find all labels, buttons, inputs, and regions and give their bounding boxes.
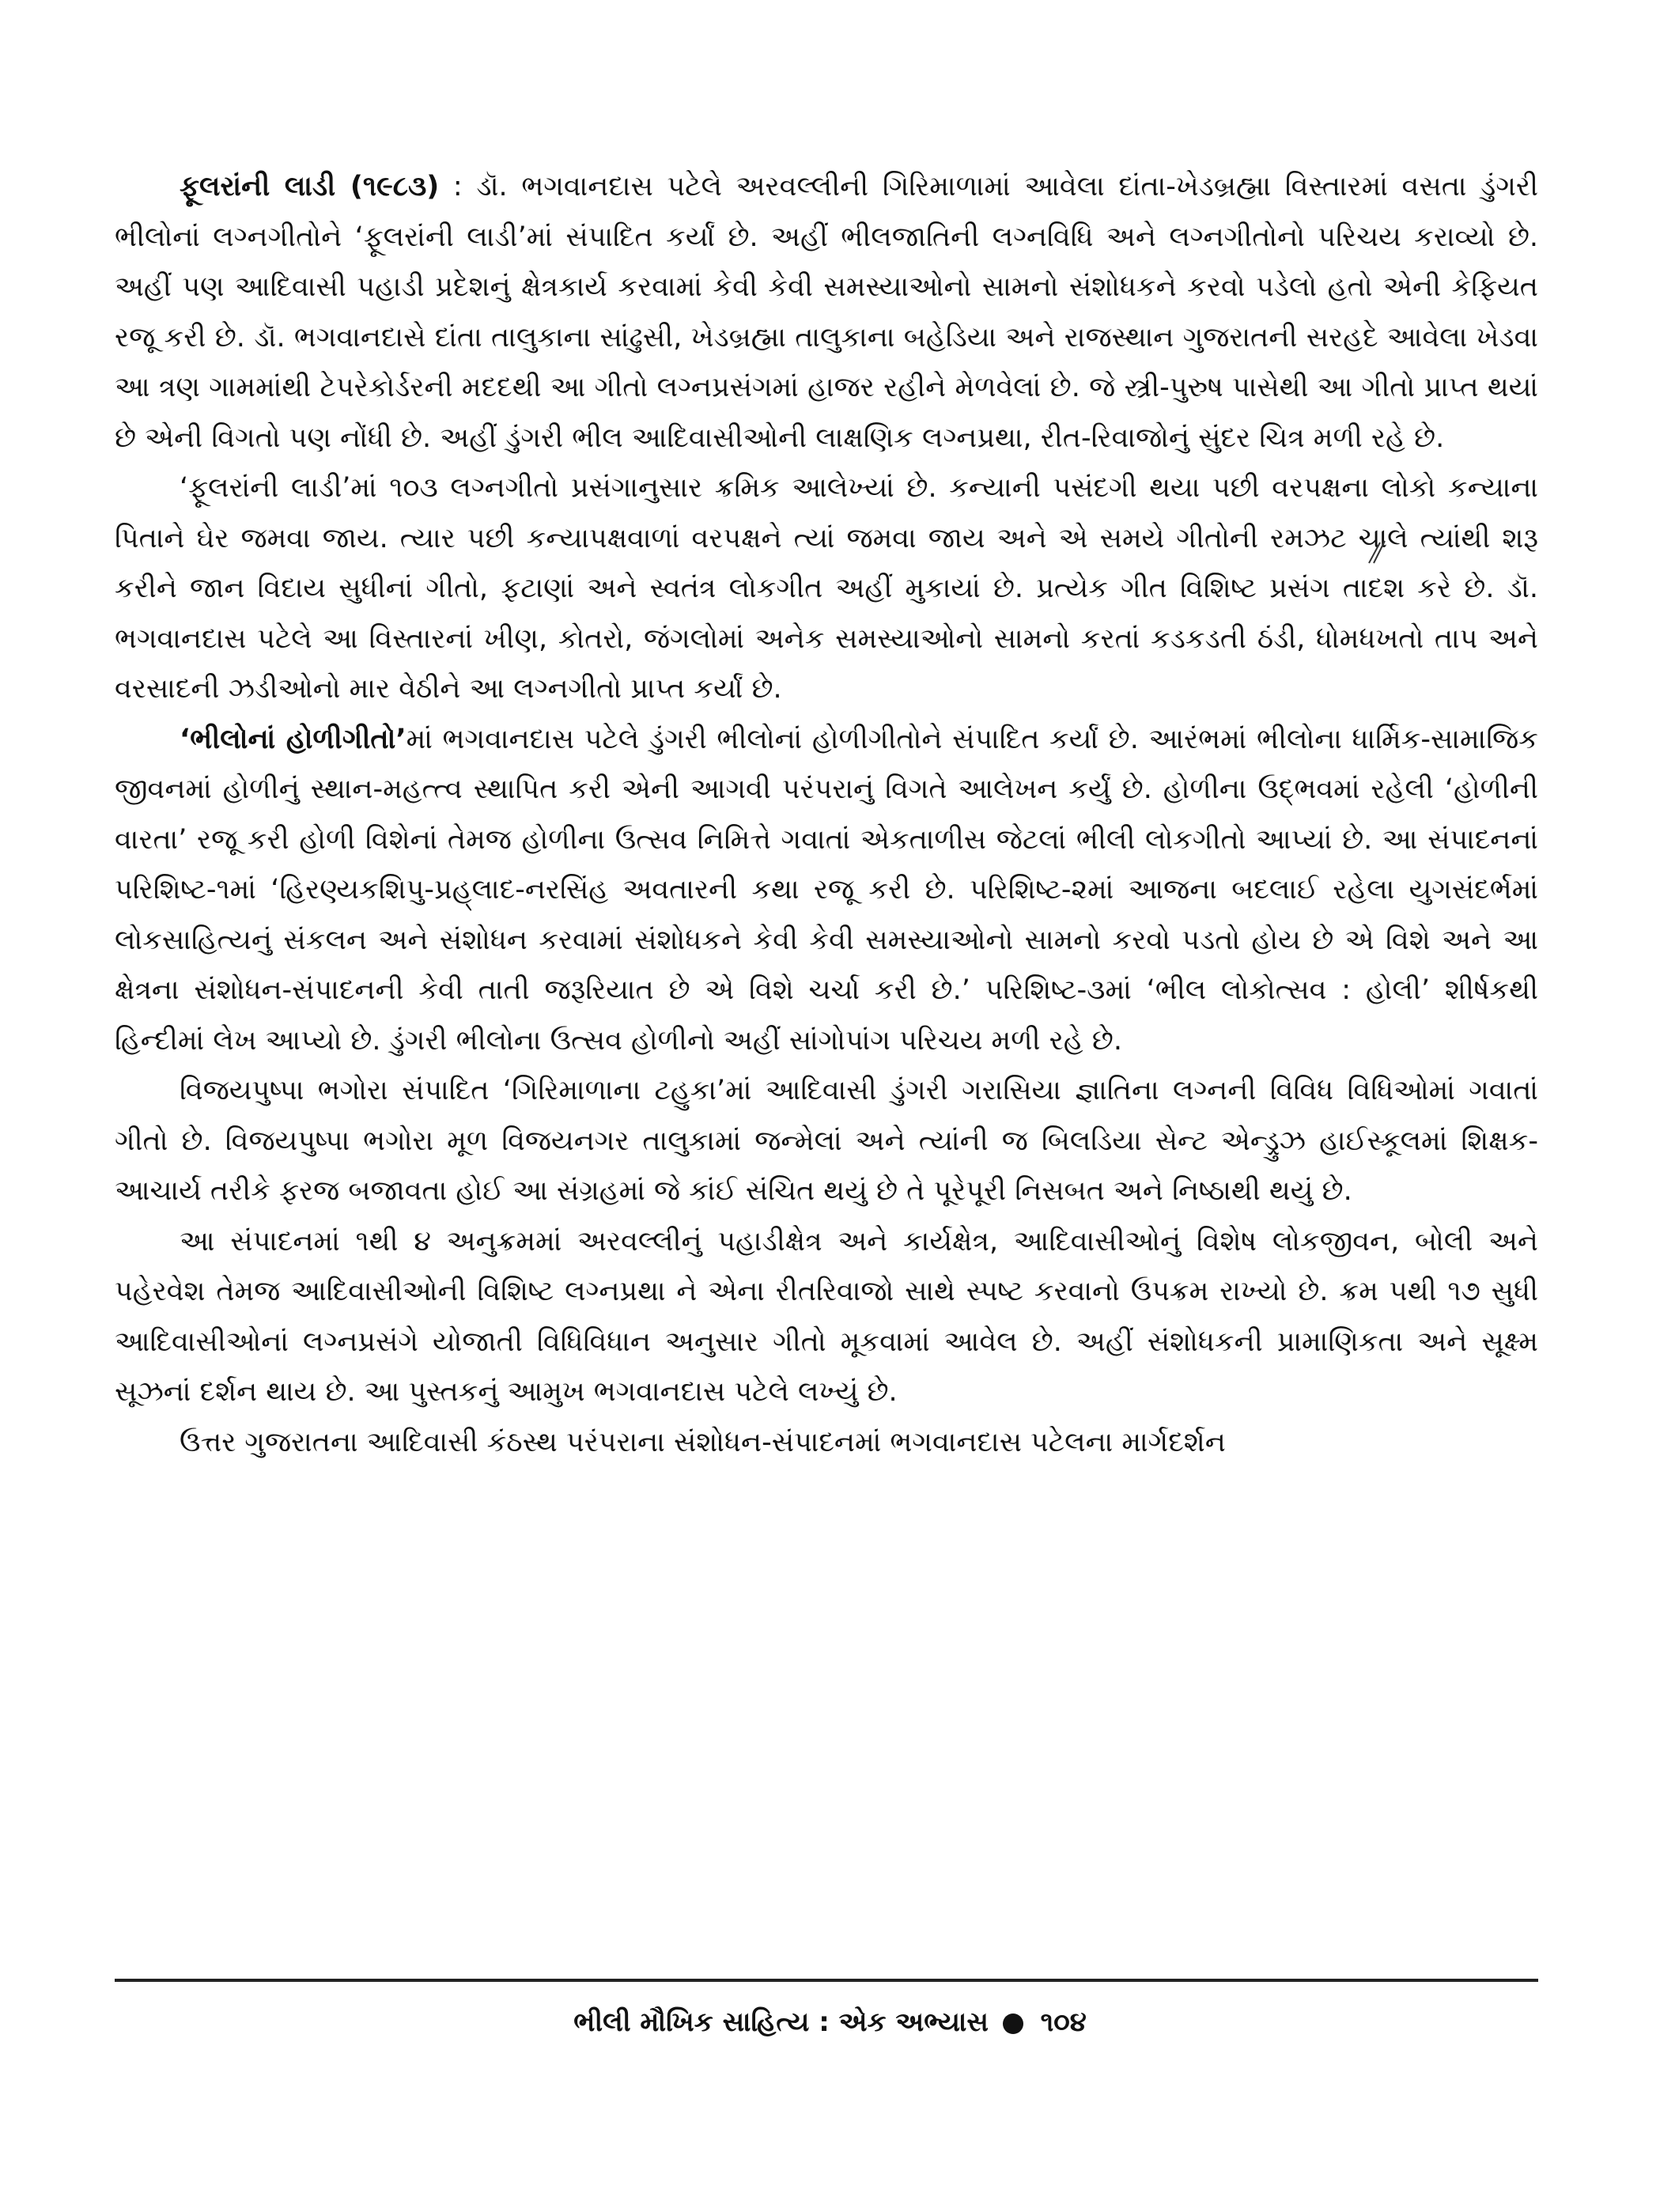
paragraph-6-text: ઉત્તર ગુજરાતના આદિવાસી કંઠસ્થ પરંપરાના સંશોધન-સંપાદનમાં ભગવાનદાસ પટેલના માર્ગદર્શન [180, 1426, 1226, 1458]
paragraph-4-text: વિજયપુષ્પા ભગોરા સંપાદિત ‘ગિરિમાળાના ટહુકા’માં આદિવાસી ડુંગરી ગરાસિયા જ્ઞાતિના લગ્નની વિવિધ વિધિઓમાં ગવાતાં ગીતો છે. વિજયપુષ્પા ભગોરા મૂળ વિજયનગર તાલુકામાં જન્મેલાં અને ત્યાંની જ બિલડિયા સેન્ટ એન્ડ્રુઝ હાઈસ્કૂલમાં શિક્ષક-આચાર્ય તરીકે ફરજ બજાવતા હોઈ આ સંગ્રહમાં જે કાંઈ સંચિત થયું છે તે પૂરેપૂરી નિસબત અને નિષ્ઠાથી થયું છે. [115, 1075, 1538, 1207]
paragraph-5 [115, 1217, 1538, 1418]
footer-rule [115, 1979, 1538, 1982]
paragraph-2-text: ‘ફૂલરાંની લાડી’માં ૧૦૩ લગ્નગીતો પ્રસંગાનુસાર ક્રમિક આલેખ્યાં છે. કન્યાની પસંદગી થયા પછી વરપક્ષના લોકો કન્યાના પિતાને ઘેર જમવા જાય. ત્યાર પછી કન્યાપક્ષવાળાં વરપક્ષને ત્યાં જમવા જાય અને એ સમયે ગીતોની રમઝટ ચાલે ત્યાંથી શરૂ કરીને જાન વિદાય સુધીનાં ગીતો, ફટાણાં અને સ્વતંત્ર લોકગીત અહીં મુકાયાં છે. પ્રત્યેક ગીત વિશિષ્ટ પ્રસંગ તાદશ કરે છે. ડૉ. ભગવાનદાસ પટેલે આ વિસ્તારનાં ખીણ, કોતરો, જંગલોમાં અનેક સમસ્યાઓનો સામનો કરતાં કડકડતી ઠંડી, ધોમધખતો તાપ અને વરસાદની ઝડીઓનો માર વેઠીને આ લગ્નગીતો પ્રાપ્ત કર્યાં છે. [115, 472, 1538, 705]
paragraph-1-text: : ડૉ. ભગવાનદાસ પટેલે અરવલ્લીની ગિરિમાળામાં આવેલા દાંતા-ખેડબ્રહ્મા વિસ્તારમાં વસતા ડુંગરી ભીલોનાં લગ્નગીતોને ‘ફૂલરાંની લાડી’માં સંપાદિત કર્યાં છે. અહીં ભીલજાતિની લગ્નવિધિ અને લગ્નગીતોનો પરિચય કરાવ્યો છે. અહીં પણ આદિવાસી પહાડી પ્રદેશનું ક્ષેત્રકાર્ય કરવામાં કેવી કેવી સમસ્યાઓનો સામનો સંશોધકને કરવો પડેલો હતો એની કેફિયત રજૂ કરી છે. ડૉ. ભગવાનદાસે દાંતા તાલુકાના સાંઢુસી, ખેડબ્રહ્મા તાલુકાના બહેડિયા અને રાજસ્થાન ગુજરાતની સરહદે આવેલા ખેડવા આ ત્રણ ગામમાંથી ટેપરેકોર્ડરની મદદથી આ ગીતો લગ્નપ્રસંગમાં હાજર રહીને મેળવેલાં છે. જે સ્ત્રી-પુરુષ પાસેથી આ ગીતો પ્રાપ્ત થયાં છે એની વિગતો પણ નોંધી છે. અહીં ડુંગરી ભીલ આદિવાસીઓની લાક્ષણિક લગ્નપ્રથા, રીત-રિવાજોનું સુંદર ચિત્ર મળી રહે છે. [115, 171, 1538, 454]
paragraph-3 [115, 715, 1538, 1067]
paragraph-2 [115, 463, 1538, 715]
paragraph-1 [115, 162, 1538, 463]
paragraph-4 [115, 1066, 1538, 1217]
paragraph-3-lead: ‘ભીલોનાં હોળીગીતો’ [180, 723, 406, 755]
pencil-mark-icon [1364, 536, 1390, 568]
bullet-icon [1003, 2013, 1023, 2034]
paragraph-5-text: આ સંપાદનમાં ૧થી ૪ અનુક્રમમાં અરવલ્લીનું પહાડીક્ષેત્ર અને કાર્યક્ષેત્ર, આદિવાસીઓનું વિશેષ લોકજીવન, બોલી અને પહેરવેશ તેમજ આદિવાસીઓની વિશિષ્ટ લગ્નપ્રથા ને એના રીતરિવાજો સાથે સ્પષ્ટ કરવાનો ઉપક્રમ રાખ્યો છે. ક્રમ ૫થી ૧૭ સુધી આદિવાસીઓનાં લગ્નપ્રસંગે યોજાતી વિધિવિધાન અનુસાર ગીતો મૂકવામાં આવેલ છે. અહીં સંશોધકની પ્રામાણિકતા અને સૂક્ષ્મ સૂઝનાં દર્શન થાય છે. આ પુસ્તકનું આમુખ ભગવાનદાસ પટેલે લખ્યું છે. [115, 1225, 1538, 1408]
paragraph-1-lead: ફૂલરાંની લાડી (૧૯૮૩) [180, 171, 440, 202]
body-text [115, 162, 1538, 1468]
paragraph-6 [115, 1418, 1538, 1469]
page-footer [0, 2006, 1660, 2038]
footer-page-number: ૧૦૪ [1040, 2006, 1087, 2038]
footer-book-title: ભીલી મૌખિક સાહિત્ય : એક અભ્યાસ [573, 2006, 989, 2038]
paragraph-3-text: માં ભગવાનદાસ પટેલે ડુંગરી ભીલોનાં હોળીગીતોને સંપાદિત કર્યાં છે. આરંભમાં ભીલોના ધાર્મિક-સામાજિક જીવનમાં હોળીનું સ્થાન-મહત્ત્વ સ્થાપિત કરી એની આગવી પરંપરાનું વિગતે આલેખન કર્યું છે. હોળીના ઉદ્‌ભવમાં રહેલી ‘હોળીની વારતા’ રજૂ કરી હોળી વિશેનાં તેમજ હોળીના ઉત્સવ નિમિત્તે ગવાતાં એકતાળીસ જેટલાં ભીલી લોકગીતો આપ્યાં છે. આ સંપાદનનાં પરિશિષ્ટ-૧માં ‘હિરણ્યકશિપુ-પ્રહ્‌લાદ-નરસિંહ અવતારની કથા રજૂ કરી છે. પરિશિષ્ટ-૨માં આજના બદલાઈ રહેલા યુગસંદર્ભમાં લોકસાહિત્યનું સંકલન અને સંશોધન કરવામાં સંશોધકને કેવી કેવી સમસ્યાઓનો સામનો કરવો પડતો હોય છે એ વિશે અને આ ક્ષેત્રના સંશોધન-સંપાદનની કેવી તાતી જરૂરિયાત છે એ વિશે ચર્ચા કરી છે.’ પરિશિષ્ટ-૩માં ‘ભીલ લોકોત્સવ : હોલી’ શીર્ષકથી હિન્દીમાં લેખ આપ્યો છે. ડુંગરી ભીલોના ઉત્સવ હોળીનો અહીં સાંગોપાંગ પરિચય મળી રહે છે. [115, 723, 1538, 1057]
